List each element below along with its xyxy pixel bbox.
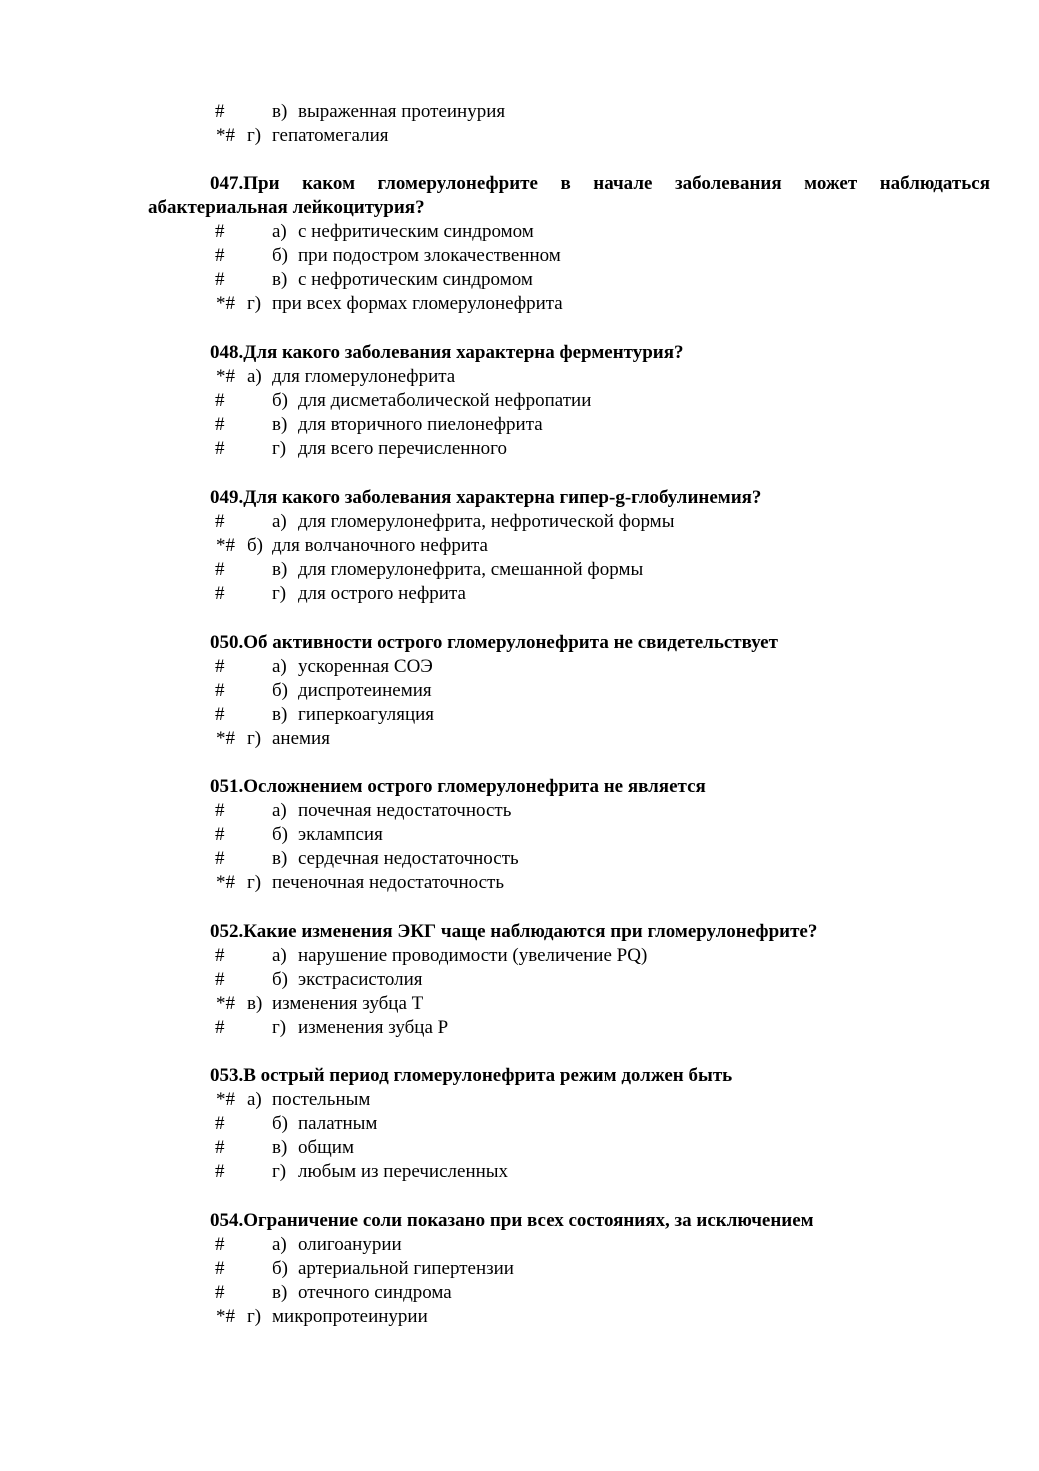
option-text: сердечная недостаточность — [298, 848, 519, 869]
option-letter: г) — [247, 1306, 262, 1327]
option-mark: # — [215, 414, 225, 435]
option-text: микропротеинурии — [272, 1306, 428, 1327]
option-letter: б) — [272, 969, 288, 990]
option-letter: б) — [272, 824, 288, 845]
option-mark: # — [215, 511, 225, 532]
option-letter: в) — [272, 1137, 288, 1158]
option-letter: в) — [272, 269, 288, 290]
option-mark: # — [215, 1113, 225, 1134]
option-text: для гломерулонефрита, нефротической формы — [298, 511, 675, 532]
option-text: при подостром злокачественном — [298, 245, 561, 266]
question-text: Осложнением острого гломерулонефрита не является — [243, 776, 706, 797]
option-letter: г) — [247, 293, 262, 314]
option-mark: # — [215, 583, 225, 604]
option-letter: г) — [272, 1161, 287, 1182]
option-letter: а) — [272, 656, 287, 677]
option-mark: *# — [216, 872, 235, 893]
option-mark: *# — [216, 535, 235, 556]
option-text: для дисметаболической нефропатии — [298, 390, 592, 411]
question-text: В острый период гломерулонефрита режим должен быть — [243, 1065, 733, 1086]
option-text: с нефритическим синдромом — [298, 221, 534, 242]
option-text: изменения зубца P — [298, 1017, 449, 1038]
option-mark: # — [215, 1017, 225, 1038]
question-number: 050. — [210, 632, 244, 653]
option-letter: в) — [272, 848, 288, 869]
option-mark: # — [215, 390, 225, 411]
question-050-heading — [210, 631, 778, 655]
option-mark: # — [215, 1137, 225, 1158]
question-text-line2: абактериальная лейкоцитурия? — [148, 197, 425, 218]
option-letter: б) — [272, 245, 288, 266]
option-text: палатным — [298, 1113, 378, 1134]
option-letter: а) — [272, 800, 287, 821]
option-letter: а) — [247, 366, 262, 387]
option-mark: # — [215, 269, 225, 290]
option-text: нарушение проводимости (увеличение PQ) — [298, 945, 648, 966]
option-text: почечная недостаточность — [298, 800, 512, 821]
option-letter: в) — [272, 1282, 288, 1303]
option-letter: б) — [272, 390, 288, 411]
option-text: для вторичного пиелонефрита — [298, 414, 543, 435]
question-number: 053. — [210, 1065, 244, 1086]
option-mark: *# — [216, 993, 235, 1014]
option-mark: # — [215, 969, 225, 990]
option-mark: # — [215, 704, 225, 725]
option-text: экстрасистолия — [298, 969, 423, 990]
option-mark: # — [215, 824, 225, 845]
option-letter: а) — [247, 1089, 262, 1110]
option-text: гиперкоагуляция — [298, 704, 435, 725]
question-number: 048. — [210, 342, 244, 363]
option-mark: # — [215, 559, 225, 580]
option-letter: г) — [272, 438, 287, 459]
option-mark: *# — [216, 293, 235, 314]
question-053-heading — [210, 1064, 732, 1088]
option-mark: # — [215, 800, 225, 821]
option-text: олигоанурии — [298, 1234, 402, 1255]
option-letter: б) — [247, 535, 263, 556]
question-number: 049. — [210, 487, 244, 508]
question-number: 052. — [210, 921, 244, 942]
option-letter: в) — [272, 101, 288, 122]
option-text: любым из перечисленных — [298, 1161, 509, 1182]
option-letter: б) — [272, 680, 288, 701]
option-mark: # — [215, 1282, 225, 1303]
option-mark: # — [215, 1258, 225, 1279]
option-mark: *# — [216, 366, 235, 387]
option-mark: # — [215, 1234, 225, 1255]
option-text: при всех формах гломерулонефрита — [272, 293, 563, 314]
option-text: диспротеинемия — [298, 680, 432, 701]
question-049-heading — [210, 486, 761, 510]
question-text: Для какого заболевания характерна ферментурия? — [243, 342, 684, 363]
option-text: гепатомегалия — [272, 125, 389, 146]
question-047-heading — [148, 172, 990, 220]
option-mark: # — [215, 1161, 225, 1182]
option-text: с нефротическим синдромом — [298, 269, 533, 290]
question-number: 054. — [210, 1210, 244, 1231]
option-mark: # — [215, 438, 225, 459]
option-letter: а) — [272, 511, 287, 532]
option-text: анемия — [272, 728, 330, 749]
question-text: Для какого заболевания характерна гипер-g-глобулинемия? — [243, 487, 762, 508]
question-text: Какие изменения ЭКГ чаще наблюдаются при гломерулонефрите? — [243, 921, 818, 942]
option-letter: а) — [272, 945, 287, 966]
option-text: отечного синдрома — [298, 1282, 452, 1303]
option-text: печеночная недостаточность — [272, 872, 504, 893]
option-text: эклампсия — [298, 824, 383, 845]
option-mark: # — [215, 221, 225, 242]
option-text: для всего перечисленного — [298, 438, 507, 459]
option-mark: # — [215, 656, 225, 677]
question-number: 051. — [210, 776, 244, 797]
option-letter: а) — [272, 1234, 287, 1255]
question-048-heading — [210, 341, 684, 365]
option-mark: # — [215, 680, 225, 701]
option-mark: *# — [216, 1089, 235, 1110]
option-letter: б) — [272, 1113, 288, 1134]
option-text: для гломерулонефрита, смешанной формы — [298, 559, 644, 580]
option-text: изменения зубца T — [272, 993, 424, 1014]
option-mark: # — [215, 101, 225, 122]
option-mark: *# — [216, 728, 235, 749]
option-text: постельным — [272, 1089, 371, 1110]
question-text-line1: 047.При каком гломерулонефрите в начале заболевания может наблюдаться — [210, 173, 990, 194]
option-text: ускоренная СОЭ — [298, 656, 433, 677]
option-letter: в) — [272, 559, 288, 580]
question-text: Ограничение соли показано при всех состояниях, за исключением — [243, 1210, 814, 1231]
option-text: для волчаночного нефрита — [272, 535, 488, 556]
option-text: выраженная протеинурия — [298, 101, 506, 122]
option-letter: в) — [272, 704, 288, 725]
option-mark: *# — [216, 1306, 235, 1327]
option-text: артериальной гипертензии — [298, 1258, 514, 1279]
option-letter: г) — [247, 872, 262, 893]
option-letter: а) — [272, 221, 287, 242]
option-text: для гломерулонефрита — [272, 366, 456, 387]
question-054-heading — [210, 1209, 814, 1233]
option-mark: # — [215, 945, 225, 966]
option-text: общим — [298, 1137, 354, 1158]
option-letter: г) — [272, 583, 287, 604]
question-051-heading — [210, 775, 706, 799]
question-number: 047. — [210, 173, 244, 194]
question-text: Об активности острого гломерулонефрита не свидетельствует — [243, 632, 778, 653]
option-letter: в) — [247, 993, 263, 1014]
option-letter: г) — [247, 728, 262, 749]
option-mark: *# — [216, 125, 235, 146]
option-letter: б) — [272, 1258, 288, 1279]
option-letter: г) — [247, 125, 262, 146]
option-text: для острого нефрита — [298, 583, 466, 604]
question-052-heading — [210, 920, 817, 944]
option-letter: в) — [272, 414, 288, 435]
option-mark: # — [215, 848, 225, 869]
option-letter: г) — [272, 1017, 287, 1038]
option-mark: # — [215, 245, 225, 266]
